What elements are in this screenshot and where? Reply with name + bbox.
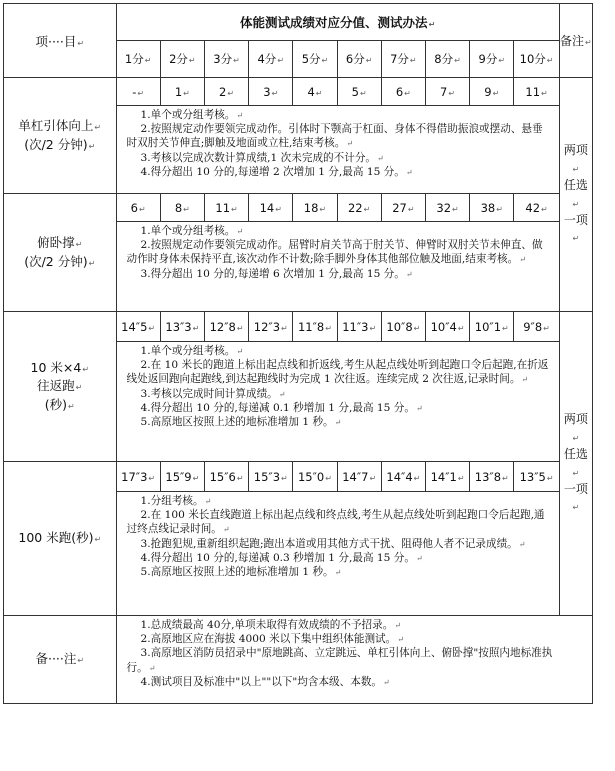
remarks-row <box>4 616 593 704</box>
value-cell: 4 ↵ <box>293 78 337 106</box>
shuttle-item-name: 10 米×4 ↵ 往返跑 ↵ (秒) ↵ <box>4 312 117 462</box>
fitness-standards-table <box>3 3 593 704</box>
value-cell: 3 ↵ <box>249 78 293 106</box>
pullup-values-row <box>4 78 593 106</box>
table-title: 体能测试成绩对应分值、测试办法 ↵ <box>116 4 559 41</box>
value-cell: 8 ↵ <box>160 194 204 222</box>
value-cell: 5 ↵ <box>337 78 381 106</box>
value-cell: 15″6 ↵ <box>204 462 248 492</box>
value-cell: 11″8 ↵ <box>293 312 337 342</box>
value-cell: 14″5 ↵ <box>116 312 160 342</box>
score-header-cell: 3分 ↵ <box>204 41 248 78</box>
score-header-cell: 5分 ↵ <box>293 41 337 78</box>
shuttle-values-row <box>4 312 593 342</box>
value-cell: 11″3 ↵ <box>337 312 381 342</box>
value-cell: 12″3 ↵ <box>249 312 293 342</box>
shuttle-description: 1.单个或分组考核。 ↵ 2.在 10 米长的跑道上标出起点线和折返线,考生从起点线处听到起跑口令后起跑,在折返线处返回跑向起跑线,到达起跑线时为完成 1 次往返。连续完成 2 次往返,记录时间。 ↵ 3.考核以完成时间计算成绩。 ↵ 4.得分超出 10 分的,每递减 0.1 秒增加 1 分,最高 15 分。 ↵ 5.高原地区按照上述的地标准增加 1 秒。 ↵ <box>116 342 559 462</box>
value-cell: 15″9 ↵ <box>160 462 204 492</box>
value-cell: 22 ↵ <box>337 194 381 222</box>
value-cell: 9 ↵ <box>470 78 514 106</box>
score-header-cell: 2分 ↵ <box>160 41 204 78</box>
remarks-label: 备····注 ↵ <box>4 616 117 704</box>
value-cell: 11 ↵ <box>204 194 248 222</box>
value-cell: 42 ↵ <box>514 194 559 222</box>
note-header: 备注 ↵ <box>559 4 592 78</box>
value-cell: 11 ↵ <box>514 78 559 106</box>
value-cell: 15″0 ↵ <box>293 462 337 492</box>
sprint-item-name: 100 米跑(秒) ↵ <box>4 462 117 616</box>
value-cell: 10″1 ↵ <box>470 312 514 342</box>
value-cell: 9″8 ↵ <box>514 312 559 342</box>
sprint-values-row <box>4 462 593 492</box>
pushup-description: 1.单个或分组考核。 ↵ 2.按照规定动作要领完成动作。屈臂时肩关节高于肘关节、伸臂时双肘关节未伸直、做动作时身体未保持平直,该次动作不计数;除手脚外身体其他部位触及地面,结束考核。 ↵ 3.得分超出 10 分的,每递增 6 次增加 1 分,最高 15 分。 ↵ <box>116 222 559 312</box>
pushup-item-name: 俯卧撑 ↵ (次/2 分钟) ↵ <box>4 194 117 312</box>
value-cell: 13″5 ↵ <box>514 462 559 492</box>
choose-one-note-1: 两项 ↵ 任选 ↵ 一项 ↵ <box>559 78 592 312</box>
pushup-values-row <box>4 194 593 222</box>
value-cell: 14 ↵ <box>249 194 293 222</box>
value-cell: 6 ↵ <box>381 78 425 106</box>
score-header-cell: 9分 ↵ <box>470 41 514 78</box>
value-cell: 18 ↵ <box>293 194 337 222</box>
item-header: 项····目 ↵ <box>4 4 117 78</box>
value-cell: 15″3 ↵ <box>249 462 293 492</box>
pullup-description: 1.单个或分组考核。 ↵ 2.按照规定动作要领完成动作。引体时下颚高于杠面、身体不得借助振浪或摆动、悬垂时双肘关节伸直;脚触及地面或立柱,结束考核。 ↵ 3.考核以完成次数计算成绩,1 次未完成的不计分。 ↵ 4.得分超出 10 分的,每递增 2 次增加 1 分,最高 15 分。 ↵ <box>116 106 559 194</box>
value-cell: 27 ↵ <box>381 194 425 222</box>
value-cell: 38 ↵ <box>470 194 514 222</box>
header-row-top <box>4 4 593 41</box>
score-header-cell: 10分 ↵ <box>514 41 559 78</box>
value-cell: 10″8 ↵ <box>381 312 425 342</box>
value-cell: 6 ↵ <box>116 194 160 222</box>
value-cell: 17″3 ↵ <box>116 462 160 492</box>
pullup-item-name: 单杠引体向上 ↵ (次/2 分钟) ↵ <box>4 78 117 194</box>
value-cell: 13″8 ↵ <box>470 462 514 492</box>
value-cell: 2 ↵ <box>204 78 248 106</box>
score-header-cell: 7分 ↵ <box>381 41 425 78</box>
sprint-description: 1.分组考核。 ↵ 2.在 100 米长直线跑道上标出起点线和终点线,考生从起点线处听到起跑口令后起跑,通过终点线记录时间。 ↵ 3.抢跑犯规,重新组织起跑;跑出本道或用其他方式干扰、阻碍他人者不记录成绩。 ↵ 4.得分超出 10 分的,每递减 0.3 秒增加 1 分,最高 15 分。 ↵ 5.高原地区按照上述的地标准增加 1 秒。 ↵ <box>116 492 559 616</box>
value-cell: 32 ↵ <box>425 194 469 222</box>
score-header-cell: 4分 ↵ <box>249 41 293 78</box>
remarks-content: 1.总成绩最高 40分,单项未取得有效成绩的不予招录。 ↵ 2.高原地区应在海拔 4000 米以下集中组织体能测试。 ↵ 3.高原地区消防员招录中"原地跳高、立定跳远、单杠引体向上、俯卧撑"按照内地标准执行。 ↵ 4.测试项目及标准中"以上""以下"均含本级、本数。 ↵ <box>116 616 592 704</box>
score-header-cell: 6分 ↵ <box>337 41 381 78</box>
value-cell: 10″4 ↵ <box>425 312 469 342</box>
value-cell: 7 ↵ <box>425 78 469 106</box>
value-cell: 14″1 ↵ <box>425 462 469 492</box>
choose-one-note-2: 两项 ↵ 任选 ↵ 一项 ↵ <box>559 312 592 616</box>
value-cell: 14″7 ↵ <box>337 462 381 492</box>
value-cell: - ↵ <box>116 78 160 106</box>
value-cell: 1 ↵ <box>160 78 204 106</box>
score-header-cell: 8分 ↵ <box>425 41 469 78</box>
value-cell: 13″3 ↵ <box>160 312 204 342</box>
value-cell: 14″4 ↵ <box>381 462 425 492</box>
score-header-cell: 1分 ↵ <box>116 41 160 78</box>
value-cell: 12″8 ↵ <box>204 312 248 342</box>
standards-table-wrapper <box>3 3 593 704</box>
